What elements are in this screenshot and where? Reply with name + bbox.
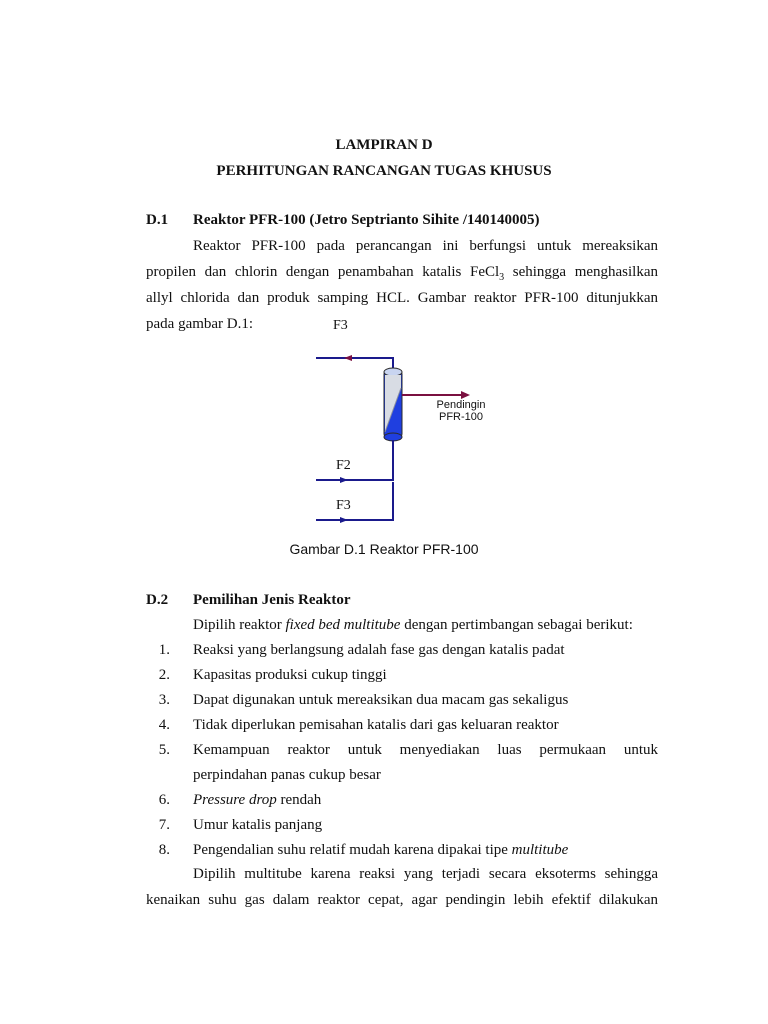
list-item: Umur katalis panjang xyxy=(193,817,323,833)
stream-label-f3-top: F3 xyxy=(333,318,348,333)
text-span: sehingga menghasilkan xyxy=(504,264,659,280)
text-span: propilen dan chlorin dengan penambahan katalis FeCl xyxy=(146,264,500,280)
list-item: Kemampuan reaktor untuk menyediakan luas permukaan untuk xyxy=(193,742,658,758)
paragraph-line: kenaikan suhu gas dalam reaktor cepat, agar pendingin lebih efektif dilakukan xyxy=(146,892,658,908)
stream-f3-bottom xyxy=(316,482,393,520)
list-number: 7. xyxy=(158,817,170,833)
list-item: Tidak diperlukan pemisahan katalis dari gas keluaran reaktor xyxy=(193,717,559,733)
stream-label-f2: F2 xyxy=(336,458,351,473)
stream-f3-top xyxy=(316,358,393,374)
intro-line xyxy=(193,617,633,634)
section-number-d2: D.2 xyxy=(146,592,169,608)
list-item: Dapat digunakan untuk mereaksikan dua macam gas sekaligus xyxy=(193,692,569,708)
list-number: 5. xyxy=(158,742,170,758)
italic-text: fixed bed multitube xyxy=(285,617,401,633)
text-span: rendah xyxy=(276,792,322,808)
list-number: 1. xyxy=(158,642,170,658)
italic-text: multitube xyxy=(511,842,569,858)
arrow-right-icon xyxy=(340,477,348,483)
list-number: 8. xyxy=(158,842,170,858)
reactor-column xyxy=(384,368,402,441)
appendix-heading: LAMPIRAN D xyxy=(335,137,433,153)
stream-label-f3-bottom: F3 xyxy=(336,498,351,513)
outlet-label-line2: PFR-100 xyxy=(438,411,484,423)
list-number: 3. xyxy=(158,692,170,708)
list-item-continuation: perpindahan panas cukup besar xyxy=(193,767,381,783)
arrow-left-icon xyxy=(344,355,352,361)
page-title: PERHITUNGAN RANCANGAN TUGAS KHUSUS xyxy=(216,163,552,179)
paragraph-line: Reaktor PFR-100 pada perancangan ini berfungsi untuk mereaksikan xyxy=(193,238,658,254)
outlet-label-line1: Pendingin xyxy=(436,399,486,411)
list-number: 6. xyxy=(158,792,170,808)
text-span: dengan pertimbangan sebagai berikut: xyxy=(400,617,633,633)
subscript: 3 xyxy=(499,272,505,283)
paragraph-line: allyl chlorida dan produk samping HCL. Gambar reaktor PFR-100 ditunjukkan xyxy=(146,290,658,306)
arrow-right-icon xyxy=(340,517,348,523)
list-item xyxy=(193,842,568,859)
section-heading-d1: Reaktor PFR-100 (Jetro Septrianto Sihite /140140005) xyxy=(193,212,540,228)
list-item xyxy=(193,792,321,809)
section-heading-d2: Pemilihan Jenis Reaktor xyxy=(193,592,351,608)
outlet-label xyxy=(420,399,502,423)
text-span: Dipilih reaktor xyxy=(193,617,286,633)
list-item: Kapasitas produksi cukup tinggi xyxy=(193,667,387,683)
figure-caption: Gambar D.1 Reaktor PFR-100 xyxy=(289,541,479,557)
arrow-right-icon xyxy=(461,391,470,399)
paragraph-line: Dipilih multitube karena reaksi yang terjadi secara eksoterms sehingga xyxy=(193,866,658,882)
stream-f2 xyxy=(316,440,393,480)
list-number: 2. xyxy=(158,667,170,683)
list-item: Reaksi yang berlangsung adalah fase gas dengan katalis padat xyxy=(193,642,565,658)
text-span: Pengendalian suhu relatif mudah karena dipakai tipe xyxy=(193,842,512,858)
paragraph-line: pada gambar D.1: xyxy=(146,316,254,332)
italic-text: Pressure drop xyxy=(193,792,277,808)
list-number: 4. xyxy=(158,717,170,733)
section-number-d1: D.1 xyxy=(146,212,169,228)
